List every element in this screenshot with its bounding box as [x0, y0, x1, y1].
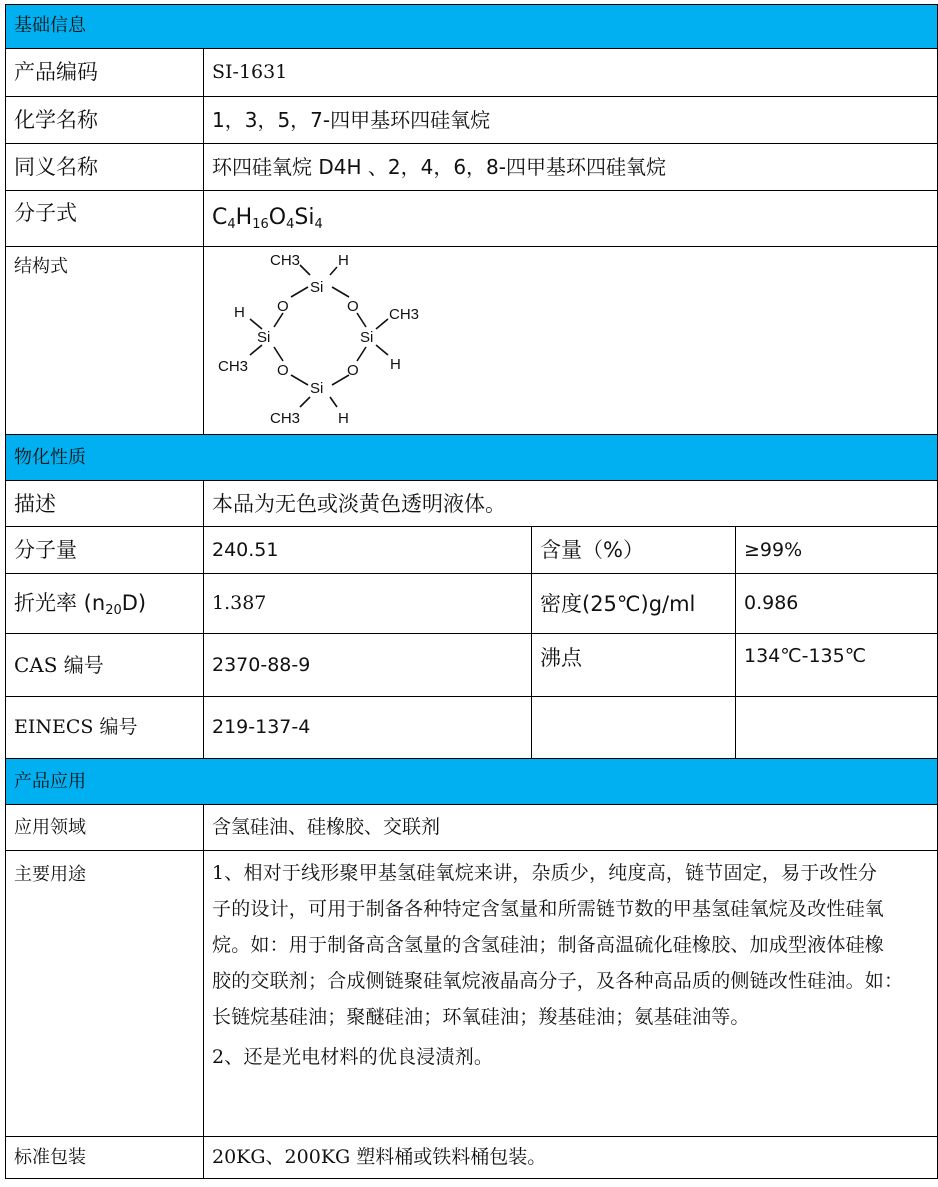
- description-label: 描述: [6, 481, 204, 527]
- refractive-index-label: 折光率 $(n_{20}D)$: [6, 574, 204, 634]
- section-header-application: [6, 759, 938, 805]
- ch3-group: CH3: [389, 306, 420, 323]
- usage-line: 烷。如：用于制备高含氢量的含氢硅油；制备高温硫化硅橡胶、加成型液体硅橡: [212, 934, 885, 957]
- application-field-value: 含氢硅油、硅橡胶、交联剂: [204, 805, 938, 851]
- structure-formula-diagram: [204, 247, 444, 427]
- packaging-label: 标准包装: [6, 1137, 204, 1179]
- molecular-weight-label: 分子量: [6, 527, 204, 574]
- formula-cell: [204, 191, 938, 247]
- h-atom: H: [234, 304, 245, 321]
- row-einecs: [6, 697, 938, 759]
- structure-label: 结构式: [6, 247, 204, 435]
- si-atom-top: Si: [310, 279, 324, 296]
- section-header-basic: [6, 5, 938, 49]
- row-main-usage: [6, 851, 938, 1137]
- description-value: 本品为无色或淡黄色透明液体。: [204, 481, 938, 527]
- formula-element: H: [235, 205, 253, 230]
- content-label: 含量（%）: [532, 527, 736, 574]
- main-usage-text: [204, 851, 938, 1137]
- boiling-point-value: 134℃-135℃: [736, 634, 938, 697]
- formula-count: 4: [314, 217, 323, 232]
- formula-count: 4: [286, 217, 295, 232]
- si-atom-bottom: Si: [310, 380, 324, 397]
- boiling-point-label: 沸点: [532, 634, 736, 697]
- formula-label: 分子式: [6, 191, 204, 247]
- si-atom-right: Si: [360, 329, 374, 346]
- formula-count: 16: [252, 217, 269, 232]
- usage-line: 2、还是光电材料的优良浸渍剂。: [212, 1046, 494, 1069]
- chemical-name-value: 1，3，5，7-四甲基环四硅氧烷: [204, 97, 938, 144]
- row-refractive-index: [6, 574, 938, 634]
- row-synonym: [6, 144, 938, 191]
- formula-count: 4: [227, 217, 236, 232]
- application-field-label: 应用领域: [6, 805, 204, 851]
- chemical-name-label: 化学名称: [6, 97, 204, 144]
- formula-element: C: [212, 205, 228, 230]
- section-header-physical: [6, 435, 938, 481]
- row-packaging: [6, 1137, 938, 1179]
- product-code-label: 产品编码: [6, 49, 204, 97]
- h-atom: H: [338, 410, 349, 427]
- usage-line: 1、相对于线形聚甲基氢硅氧烷来讲，杂质少，纯度高，链节固定，易于改性分: [212, 862, 878, 885]
- content-value: ≥99%: [736, 527, 938, 574]
- density-label: 密度(25℃)g/ml: [532, 574, 736, 634]
- synonym-value: 环四硅氧烷 D4H 、2，4，6，8-四甲基环四硅氧烷: [204, 144, 938, 191]
- usage-line: 子的设计，可用于制备各种特定含氢量和所需链节数的甲基氢硅氧烷及改性硅氧: [212, 898, 885, 921]
- row-product-code: [6, 49, 938, 97]
- row-structure: [6, 247, 938, 435]
- formula-element: Si: [294, 205, 315, 230]
- usage-line: 胶的交联剂；合成侧链聚硅氧烷液晶高分子，及各种高品质的侧链改性硅油。如：: [212, 970, 904, 993]
- ch3-group: CH3: [270, 410, 301, 427]
- einecs-label: EINECS 编号: [6, 697, 204, 759]
- ch3-group: CH3: [218, 358, 249, 375]
- structure-cell: [204, 247, 938, 435]
- o-atom: O: [347, 362, 359, 379]
- row-formula: [6, 191, 938, 247]
- usage-line: 长链烷基硅油；聚醚硅油；环氧硅油；羧基硅油；氨基硅油等。: [212, 1006, 750, 1029]
- section-title-basic: 基础信息: [6, 5, 938, 49]
- formula-element: O: [268, 205, 287, 230]
- row-cas: [6, 634, 938, 697]
- empty-cell: [532, 697, 736, 759]
- row-molecular-weight: [6, 527, 938, 574]
- cas-label: CAS 编号: [6, 634, 204, 697]
- molecular-formula: [212, 205, 323, 230]
- molecular-weight-value: 240.51: [204, 527, 532, 574]
- si-atom-left: Si: [257, 329, 271, 346]
- density-value: 0.986: [736, 574, 938, 634]
- h-atom: H: [390, 356, 401, 373]
- cas-value: 2370-88-9: [204, 634, 532, 697]
- section-title-physical: 物化性质: [6, 435, 938, 481]
- h-atom: H: [338, 252, 349, 269]
- o-atom: O: [277, 298, 289, 315]
- ch3-group: CH3: [270, 252, 301, 269]
- product-code-value: SI-1631: [204, 49, 938, 97]
- section-title-application: 产品应用: [6, 759, 938, 805]
- main-usage-label: 主要用途: [6, 851, 204, 1137]
- spec-table: [5, 4, 938, 1179]
- o-atom: O: [277, 362, 289, 379]
- row-chemical-name: [6, 97, 938, 144]
- synonym-label: 同义名称: [6, 144, 204, 191]
- einecs-value: 219-137-4: [204, 697, 532, 759]
- refractive-index-value: 1.387: [204, 574, 532, 634]
- row-application-field: [6, 805, 938, 851]
- row-description: [6, 481, 938, 527]
- o-atom: O: [347, 298, 359, 315]
- product-spec-sheet: [5, 4, 937, 1179]
- atom-labels: [218, 252, 419, 427]
- empty-cell: [736, 697, 938, 759]
- packaging-value: 20KG、200KG 塑料桶或铁料桶包装。: [204, 1137, 938, 1179]
